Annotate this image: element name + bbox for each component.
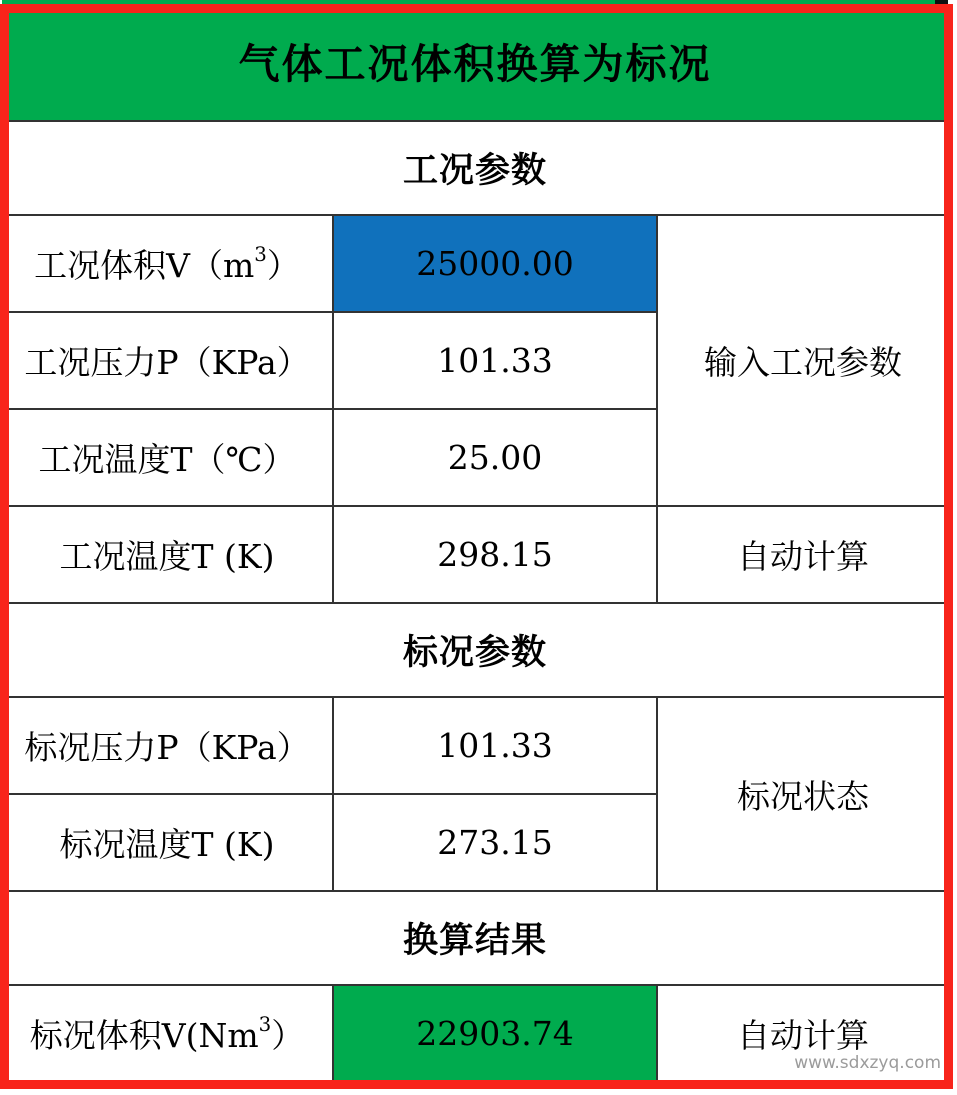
note-input-working-params: 输入工况参数 — [658, 216, 948, 505]
label-text: 工况压力P（KPa） — [24, 343, 310, 382]
input-cell-working-pressure[interactable]: 101.33 — [334, 313, 656, 408]
note-auto-calc-result: 自动计算 — [658, 986, 948, 1081]
label-text: ） — [266, 246, 300, 285]
row-label-working-temp-c — [2, 410, 332, 505]
label-text: 工况体积V（m — [34, 246, 255, 285]
row-label-working-temp-k — [2, 507, 332, 602]
row-label-standard-temp-k — [2, 795, 332, 890]
value-cell-standard-pressure: 101.33 — [334, 698, 656, 793]
value-cell-working-temp-k: 298.15 — [334, 507, 656, 602]
value-cell-standard-temp-k: 273.15 — [334, 795, 656, 890]
watermark: www.sdxzyq.com — [794, 1053, 941, 1073]
label-text: 标况温度T (K) — [59, 825, 275, 864]
section-header-working-params: 工况参数 — [2, 122, 948, 214]
input-cell-working-volume[interactable]: 25000.00 — [334, 216, 656, 311]
row-label-working-volume: 工况体积V（m $^3$ ） — [2, 216, 332, 311]
conversion-grid — [2, 0, 948, 1081]
label-text: 标况体积V(Nm — [29, 1016, 259, 1055]
label-text: 工况温度T (K) — [59, 537, 275, 576]
label-text: ） — [271, 1016, 305, 1055]
note-standard-state: 标况状态 — [658, 698, 948, 890]
label-text: 标况压力P（KPa） — [24, 728, 310, 767]
section-header-result: 换算结果 — [2, 892, 948, 984]
section-header-standard-params: 标况参数 — [2, 604, 948, 696]
note-auto-calc-working: 自动计算 — [658, 507, 948, 602]
row-label-working-pressure — [2, 313, 332, 408]
table-title: 气体工况体积换算为标况 — [2, 0, 948, 120]
row-label-standard-volume: 标况体积V(Nm $^3$ ） — [2, 986, 332, 1081]
result-cell-standard-volume: 22903.74 — [334, 986, 656, 1081]
label-text: 工况温度T（℃） — [38, 440, 296, 479]
corner-mark — [935, 0, 948, 12]
input-cell-working-temp-c[interactable]: 25.00 — [334, 410, 656, 505]
row-label-standard-pressure — [2, 698, 332, 793]
